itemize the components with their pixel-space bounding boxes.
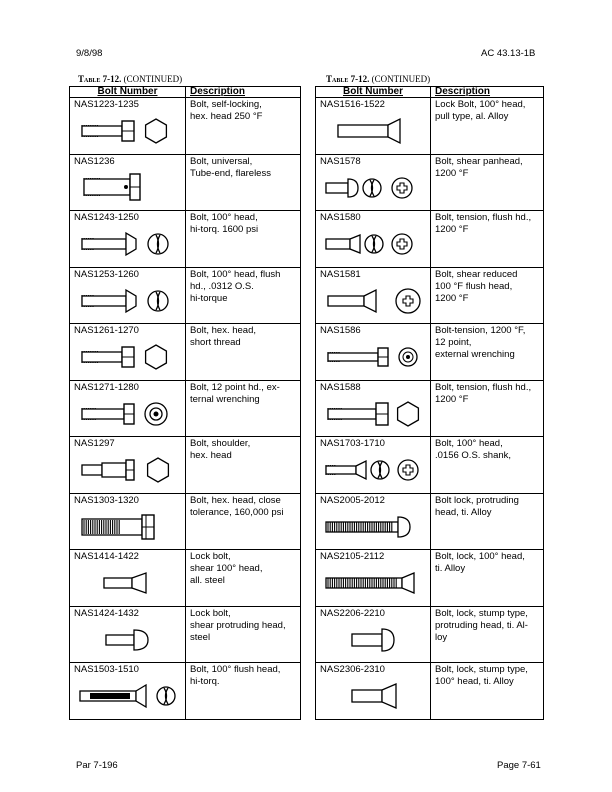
description-cell [186,550,301,607]
table-row [316,154,544,211]
bolt-number: NAS1271-1280 [74,381,139,393]
description-line: ternal wrenching [190,393,260,405]
description-line: hi-torq. [190,676,220,687]
bolt-number-cell [316,324,431,381]
description-line: 1200 °F [435,393,469,405]
description-line: Lock bolt, [190,551,231,562]
bolt-number: NAS1516-1522 [320,99,385,110]
description-line: 1200 °F [435,224,469,235]
twelve-point-tension-bolt-icon [322,341,426,375]
description-line: short thread [190,337,241,348]
description-line: Bolt, 100° flush head, [190,664,281,675]
right-caption-rest: (CONTINUED) [369,74,431,84]
bolt-number-cell [316,154,431,211]
panhead-bolt-icon [322,172,426,206]
table-row [316,380,544,437]
bolt-number: NAS2306-2310 [320,664,385,675]
table-row [70,380,301,437]
bolt-number: NAS1223-1235 [74,99,139,110]
description-line: shear 100° head, [190,563,263,574]
bolt-number: NAS1297 [74,438,115,449]
table-row [70,437,301,494]
bolt-number-cell [316,493,431,550]
description-line: loy [435,631,448,643]
description-line: Bolt, tension, flush hd., [435,381,532,393]
twelve-point-bolt-icon [76,398,181,432]
description-cell [431,437,544,494]
table-row [316,606,544,663]
bolt-number-cell [316,437,431,494]
bolt-number: NAS2105-2112 [320,551,385,562]
description-cell [186,493,301,550]
flush-bolt-hitorq-icon [76,285,181,319]
bolt-number-cell [316,98,431,155]
description-line: Bolt, 100° head, flush [190,268,281,280]
table-row [316,324,544,381]
bolt-number-cell [70,154,186,211]
bolt-number-cell [316,267,431,324]
table-row [70,267,301,324]
table-row [70,211,301,268]
description-cell [186,606,301,663]
tube-end-bolt-icon [76,172,181,206]
description-line: Bolt, shear panhead, [435,155,523,167]
table-row [316,663,544,720]
bolt-number: NAS2206-2210 [320,607,385,619]
shoulder-bolt-icon [76,454,181,488]
description-line: Bolt, shear reduced [435,268,518,280]
description-cell [431,324,544,381]
description-line: protruding head, ti. Al- [435,619,528,631]
description-cell [431,606,544,663]
description-cell [186,211,301,268]
bolt-number-cell [316,606,431,663]
table-row [316,98,544,155]
description-line: pull type, al. Alloy [435,111,509,122]
description-line: ti. Alloy [435,563,466,574]
bolt-number-cell [70,550,186,607]
footer-page: Page 7-61 [497,760,541,771]
bolt-number-cell [316,211,431,268]
bolt-number: NAS1578 [320,155,361,167]
table-row [70,98,301,155]
description-cell [186,324,301,381]
ti-lock-bolt-protruding-icon [322,511,426,545]
description-line: hi-torque [190,292,228,304]
description-line: Bolt, 12 point hd., ex- [190,381,280,393]
description-cell [431,550,544,607]
oversize-flush-bolt-icon [322,454,426,488]
table-row [316,437,544,494]
stump-lock-bolt-flush-icon [322,680,426,714]
bolt-number-cell [70,324,186,381]
description-cell [186,663,301,720]
description-cell [431,98,544,155]
description-cell [431,663,544,720]
bolt-number-cell [70,380,186,437]
hex-bolt-icon [76,115,181,149]
description-line: Bolt, lock, stump type, [435,664,528,675]
bolt-number-cell [70,211,186,268]
lock-bolt-protruding-icon [76,624,181,658]
table-row [316,211,544,268]
stump-lock-bolt-protruding-icon [322,624,426,658]
description-line: hd., .0312 O.S. [190,280,254,292]
description-cell [431,380,544,437]
description-line: Bolt-tension, 1200 °F, [435,325,526,336]
description-line: Bolt lock, protruding [435,494,519,506]
description-line: all. steel [190,575,225,586]
right-caption-label: Table 7-12. [326,74,370,84]
description-line: Bolt, 100° head, [435,438,503,449]
bolt-number: NAS1261-1270 [74,325,139,336]
description-line: hi-torq. 1600 psi [190,224,259,235]
description-line: 1200 °F [435,167,469,179]
bolt-number-cell [70,98,186,155]
description-line: Bolt, self-locking, [190,99,262,110]
description-line: hex. head [190,450,232,461]
bolt-number: NAS1414-1422 [74,551,139,562]
description-line: Bolt, lock, 100° head, [435,551,525,562]
table-row [70,154,301,211]
description-line: 100 °F flush head, [435,280,513,292]
description-cell [431,267,544,324]
description-line: Bolt, shoulder, [190,438,251,449]
pull-lock-bolt-icon [322,115,426,149]
bolt-number-cell [70,663,186,720]
left-bolt-table [69,86,301,720]
table-row [70,493,301,550]
description-line: 100° head, ti. Alloy [435,676,514,687]
table-row [70,663,301,720]
description-line: Bolt, hex. head, close [190,494,281,506]
bolt-number: NAS1503-1510 [74,664,139,675]
bolt-number: NAS1581 [320,268,361,280]
left-table-caption [78,74,182,84]
description-line: Bolt, tension, flush hd., [435,212,532,223]
lock-bolt-flush-icon [76,567,181,601]
description-header: Description [431,87,544,98]
bolt-number: NAS1580 [320,212,361,223]
description-cell [186,437,301,494]
bolt-number-header: Bolt Number [343,86,403,97]
bolt-number: NAS1243-1250 [74,212,139,223]
description-line: Bolt, lock, stump type, [435,607,528,619]
table-row [70,550,301,607]
description-line: 1200 °F [435,292,469,304]
bolt-number: NAS1586 [320,325,361,336]
table-row [70,606,301,663]
description-line: steel [190,631,211,643]
hex-bolt-icon [76,341,181,375]
bolt-number-cell [316,380,431,437]
left-caption-rest: (CONTINUED) [121,74,183,84]
hex-tension-bolt-icon [322,398,426,432]
bolt-number: NAS1588 [320,381,361,393]
description-line: head, ti. Alloy [435,506,492,518]
description-cell [186,98,301,155]
close-tolerance-bolt-icon [76,511,181,545]
description-cell [431,493,544,550]
description-line: shear protruding head, [190,619,286,631]
header-doc-id: AC 43.13-1B [481,48,536,59]
bolt-number-cell [70,267,186,324]
bolt-number: NAS1303-1320 [74,494,139,506]
table-row [316,267,544,324]
description-line: 12 point, [435,337,472,348]
bolt-number: NAS1424-1432 [74,607,139,619]
left-caption-label: Table 7-12. [78,74,122,84]
tension-flush-bolt-icon [322,228,426,262]
description-cell [431,211,544,268]
footer-par: Par 7-196 [76,760,118,771]
bolt-number: NAS1236 [74,155,115,167]
shear-flush-bolt-icon [322,285,426,319]
description-cell [186,154,301,211]
description-line: Lock Bolt, 100° head, [435,99,526,110]
bolt-number: NAS2005-2012 [320,494,385,506]
description-line: external wrenching [435,349,515,360]
bolt-number-cell [316,663,431,720]
ti-lock-bolt-flush-icon [322,567,426,601]
description-line: tolerance, 160,000 psi [190,506,284,518]
description-line: Bolt, 100° head, [190,212,258,223]
table-row [70,324,301,381]
bolt-number-cell [70,606,186,663]
description-line: Tube-end, flareless [190,167,271,179]
description-cell [186,267,301,324]
description-line: Bolt, hex. head, [190,325,257,336]
bolt-number-header: Bolt Number [97,86,158,97]
description-line: hex. head 250 °F [190,111,263,122]
description-header: Description [186,87,301,98]
bolt-number-cell [70,437,186,494]
description-line: .0156 O.S. shank, [435,450,512,461]
right-table-caption [326,74,430,84]
description-cell [431,154,544,211]
description-cell [186,380,301,437]
header-date: 9/8/98 [76,48,103,59]
right-bolt-table [315,86,544,720]
table-row [316,493,544,550]
bolt-number: NAS1703-1710 [320,438,385,449]
long-flush-bolt-icon [76,680,181,714]
description-line: Lock bolt, [190,607,231,619]
table-row [316,550,544,607]
bolt-number: NAS1253-1260 [74,268,139,280]
bolt-number-cell [316,550,431,607]
description-line: Bolt, universal, [190,155,253,167]
flush-bolt-hitorq-icon [76,228,181,262]
bolt-number-cell [70,493,186,550]
